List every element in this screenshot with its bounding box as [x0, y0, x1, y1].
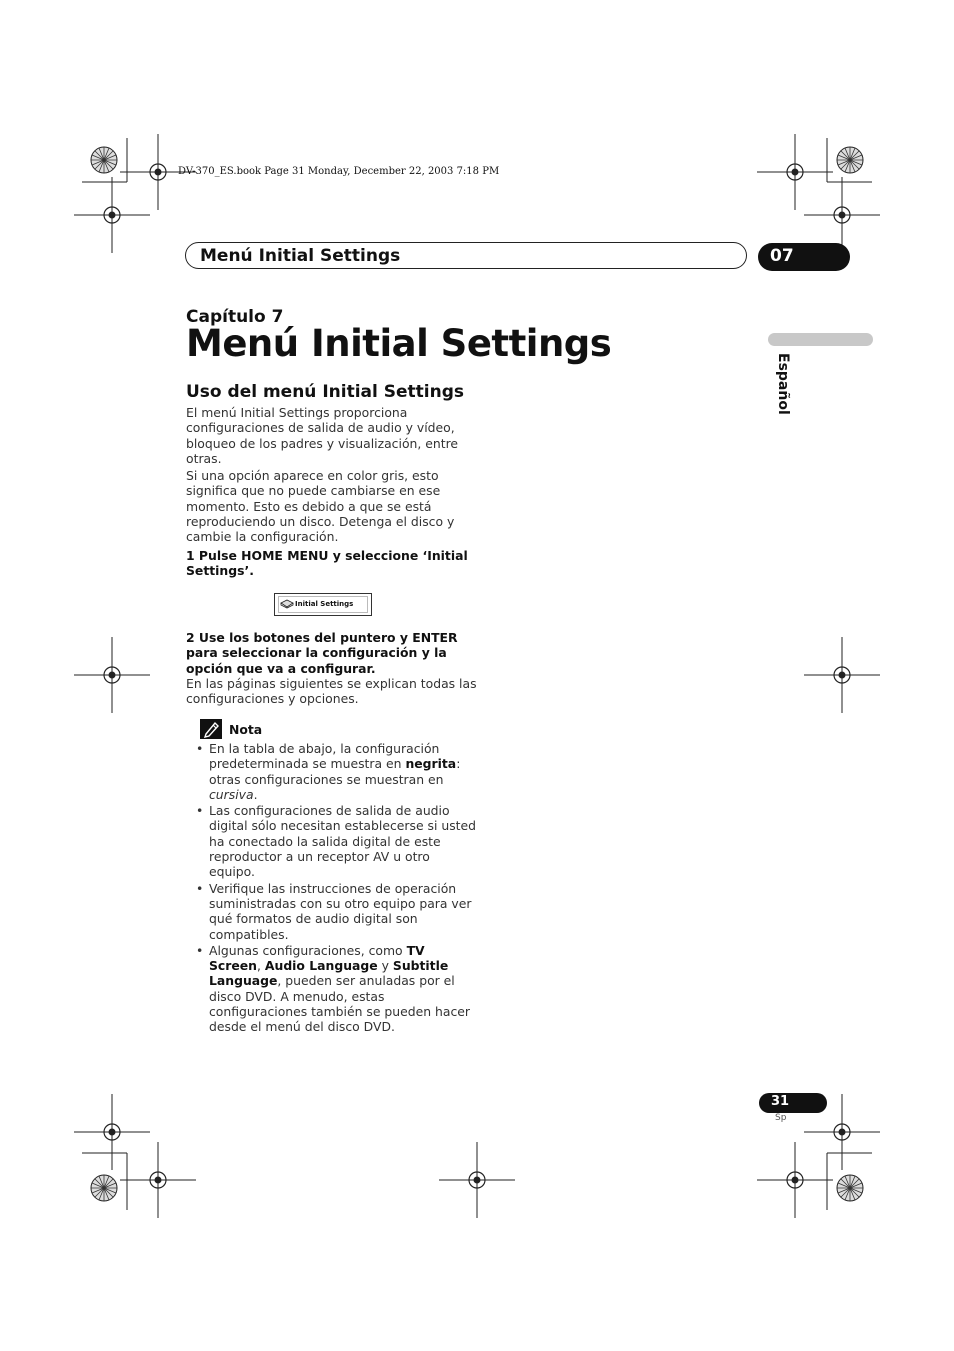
text-line: configuraciones también se pueden hacer [209, 1004, 471, 1020]
text-line: suministradas con su otro equipo para ver [209, 895, 472, 911]
step-line: 1 Pulse HOME MENU y seleccione ‘Initial [186, 548, 468, 563]
bullet-dot: • [196, 803, 204, 819]
note-bullet [196, 881, 476, 942]
page-number-badge [759, 1093, 827, 1113]
step-2 [186, 630, 458, 676]
note-bullet [196, 741, 476, 802]
text-line [209, 973, 476, 988]
bold-term: TV [406, 942, 425, 958]
chapter-number: 07 [770, 246, 794, 266]
text-line: otras. [186, 450, 222, 466]
step-line: para seleccionar la configuración y la [186, 645, 447, 661]
text-run: predeterminada se muestra en [209, 756, 406, 772]
page-title: Menú Initial Settings [186, 322, 612, 365]
bullet-dot: • [196, 942, 204, 958]
step-line: 2 Use los botones del puntero y ENTER [186, 630, 458, 645]
note-label: Nota [229, 722, 263, 737]
text-run: , [257, 958, 265, 974]
note-bullet-list [196, 741, 476, 1036]
bold-term: negrita [405, 756, 457, 772]
text-line: otras configuraciones se muestran en [209, 771, 444, 787]
text-line [209, 958, 476, 973]
text-line: configuraciones y opciones. [186, 691, 359, 707]
text-line: Las configuraciones de salida de audio [209, 803, 450, 819]
text-line: configuraciones de salida de audio y vídeo, [186, 420, 455, 436]
bold-term: Language [209, 973, 278, 989]
note-pencil-icon [200, 719, 222, 739]
language-tab [768, 333, 873, 346]
step-2-body [186, 676, 477, 707]
bullet-dot: • [196, 741, 204, 756]
note-bullet [196, 803, 476, 879]
text-line: reproductor a un receptor AV u otro [209, 849, 430, 865]
bold-term: Audio Language [264, 958, 378, 974]
bullet-dot: • [196, 880, 204, 896]
menu-item-label: Initial Settings [295, 600, 354, 608]
text-line: significa que no puede cambiarse en ese [186, 483, 441, 499]
text-line: disco DVD. A menudo, estas [209, 988, 385, 1004]
text-run: Algunas configuraciones, como [209, 942, 407, 958]
step-line: opción que va a configurar. [186, 660, 376, 676]
text-run: . [253, 786, 258, 802]
text-line [209, 943, 476, 958]
page-language-code: Sp [775, 1113, 787, 1123]
text-run: y [377, 958, 393, 974]
bold-term: Subtitle [392, 958, 449, 974]
text-line: En las páginas siguientes se explican todas las [186, 676, 477, 691]
text-line: El menú Initial Settings proporciona [186, 405, 408, 420]
text-line [209, 756, 476, 771]
bold-term: Screen [209, 958, 258, 974]
text-line: cambie la configuración. [186, 529, 339, 545]
text-line: reproduciendo un disco. Detenga el disco y [186, 514, 455, 530]
text-run: : [456, 756, 461, 772]
page-number: 31 [771, 1094, 790, 1109]
text-line: En la tabla de abajo, la configuración [209, 741, 440, 756]
language-label: Español [775, 353, 791, 415]
step-1 [186, 548, 468, 579]
text-line: ha conectado la salida digital de este [209, 833, 441, 849]
text-line: compatibles. [209, 926, 289, 942]
note-bullet [196, 943, 476, 1035]
text-line: Verifique las instrucciones de operación [209, 880, 457, 896]
text-line: qué formatos de audio digital son [209, 911, 418, 927]
settings-menu-icon [280, 599, 294, 609]
text-line: equipo. [209, 864, 255, 880]
text-run: , pueden ser anuladas por el [277, 973, 455, 989]
text-line: bloqueo de los padres y visualización, entre [186, 435, 459, 451]
header-title: Menú Initial Settings [200, 246, 401, 266]
text-line: Si una opción aparece en color gris, esto [186, 468, 439, 484]
chapter-label: Capítulo 7 [186, 307, 284, 327]
italic-term: cursiva [209, 786, 254, 802]
section-title: Uso del menú Initial Settings [186, 382, 465, 402]
print-info-line: DV-370_ES.book Page 31 Monday, December 22, 2003 7:18 PM [178, 166, 500, 177]
section-intro [186, 405, 458, 545]
text-line: momento. Esto es debido a que se está [186, 498, 432, 514]
text-line [209, 787, 476, 802]
step-line: Settings’. [186, 563, 254, 579]
text-line: digital sólo necesitan establecerse si usted [209, 818, 476, 834]
text-line: desde el menú del disco DVD. [209, 1019, 395, 1035]
